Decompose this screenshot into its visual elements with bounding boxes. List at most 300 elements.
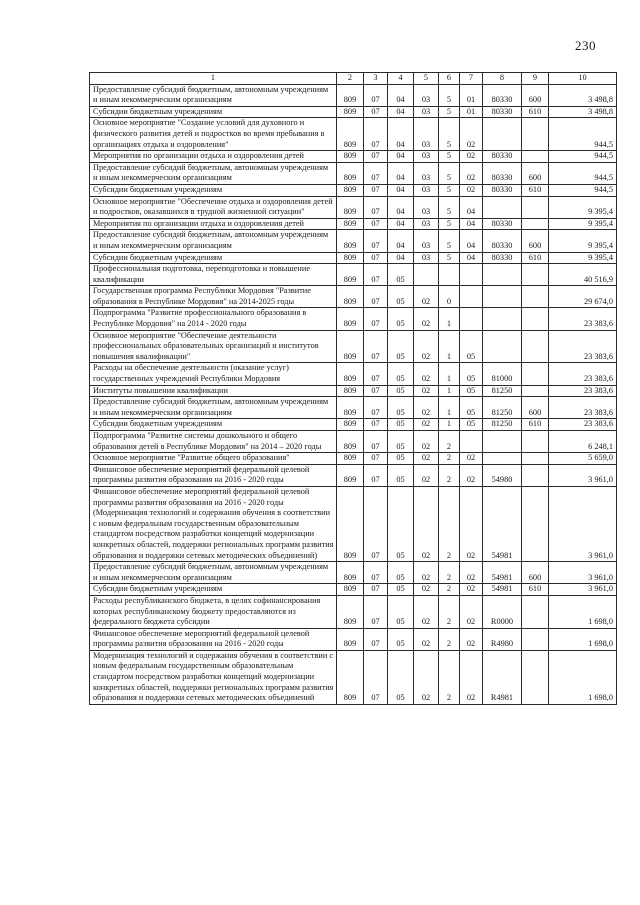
direction-code-cell: 80330 — [483, 106, 522, 118]
activity-code-cell: 05 — [460, 419, 483, 431]
section-code-cell: 07 — [364, 431, 388, 453]
ministry-code-cell: 809 — [337, 628, 364, 650]
section-code-cell: 07 — [364, 264, 388, 286]
ministry-code-cell: 809 — [337, 595, 364, 628]
subprogram-code-cell: 1 — [439, 363, 460, 385]
expense-type-cell — [522, 218, 549, 230]
section-code-cell: 07 — [364, 218, 388, 230]
activity-code-cell: 04 — [460, 218, 483, 230]
subsection-code-cell: 04 — [388, 162, 414, 184]
expense-type-cell — [522, 628, 549, 650]
ministry-code-cell: 809 — [337, 650, 364, 704]
expense-type-cell — [522, 363, 549, 385]
amount-cell: 3 961,0 — [549, 584, 617, 596]
direction-code-cell: 81250 — [483, 419, 522, 431]
program-code-cell: 02 — [414, 464, 439, 486]
activity-code-cell: 02 — [460, 118, 483, 151]
direction-code-cell — [483, 196, 522, 218]
subsection-code-cell: 05 — [388, 628, 414, 650]
column-header: 3 — [364, 73, 388, 85]
subprogram-code-cell: 1 — [439, 419, 460, 431]
ministry-code-cell: 809 — [337, 196, 364, 218]
section-code-cell: 07 — [364, 84, 388, 106]
program-code-cell: 02 — [414, 431, 439, 453]
section-code-cell: 07 — [364, 118, 388, 151]
item-name-cell: Субсидии бюджетным учреждениям — [90, 584, 337, 596]
program-code-cell: 03 — [414, 162, 439, 184]
expense-type-cell: 600 — [522, 84, 549, 106]
activity-code-cell: 04 — [460, 230, 483, 252]
item-name-cell: Расходы на обеспечение деятельности (оказание услуг) государственных учреждений Республики Мордовия — [90, 363, 337, 385]
direction-code-cell — [483, 431, 522, 453]
direction-code-cell: 80330 — [483, 184, 522, 196]
item-name-cell: Предоставление субсидий бюджетным, автономным учреждениям и иным некоммерческим организациям — [90, 230, 337, 252]
amount-cell: 23 383,6 — [549, 385, 617, 397]
ministry-code-cell: 809 — [337, 363, 364, 385]
ministry-code-cell: 809 — [337, 419, 364, 431]
amount-cell: 1 698,0 — [549, 650, 617, 704]
item-name-cell: Финансовое обеспечение мероприятий федеральной целевой программы развития образования на 2016 - 2020 годы — [90, 464, 337, 486]
column-header: 4 — [388, 73, 414, 85]
activity-code-cell — [460, 308, 483, 330]
activity-code-cell: 02 — [460, 464, 483, 486]
program-code-cell: 02 — [414, 595, 439, 628]
subprogram-code-cell: 2 — [439, 595, 460, 628]
table-row — [90, 562, 617, 584]
item-name-cell: Предоставление субсидий бюджетным, автономным учреждениям и иным некоммерческим организациям — [90, 162, 337, 184]
header-row — [90, 73, 617, 85]
direction-code-cell: 80330 — [483, 151, 522, 163]
subprogram-code-cell: 5 — [439, 118, 460, 151]
subprogram-code-cell: 1 — [439, 385, 460, 397]
table-row — [90, 595, 617, 628]
section-code-cell: 07 — [364, 330, 388, 363]
table-row — [90, 464, 617, 486]
expense-type-cell — [522, 385, 549, 397]
ministry-code-cell: 809 — [337, 453, 364, 465]
table-row — [90, 196, 617, 218]
program-code-cell: 03 — [414, 106, 439, 118]
table-body — [90, 84, 617, 704]
direction-code-cell: R4981 — [483, 650, 522, 704]
subsection-code-cell: 05 — [388, 363, 414, 385]
section-code-cell: 07 — [364, 286, 388, 308]
item-name-cell: Основное мероприятие "Обеспечение деятельности профессиональных образовательных организаций и институтов повышения квалификации" — [90, 330, 337, 363]
section-code-cell: 07 — [364, 419, 388, 431]
program-code-cell: 03 — [414, 230, 439, 252]
table-row — [90, 218, 617, 230]
subsection-code-cell: 04 — [388, 151, 414, 163]
table-row — [90, 84, 617, 106]
table-row — [90, 330, 617, 363]
program-code-cell: 02 — [414, 453, 439, 465]
program-code-cell: 03 — [414, 84, 439, 106]
subprogram-code-cell: 5 — [439, 184, 460, 196]
activity-code-cell: 02 — [460, 562, 483, 584]
expense-type-cell: 600 — [522, 230, 549, 252]
item-name-cell: Институты повышения квалификации — [90, 385, 337, 397]
direction-code-cell: 80330 — [483, 252, 522, 264]
subsection-code-cell: 05 — [388, 431, 414, 453]
table-row — [90, 385, 617, 397]
amount-cell: 1 698,0 — [549, 595, 617, 628]
amount-cell: 9 395,4 — [549, 252, 617, 264]
item-name-cell: Государственная программа Республики Мордовия "Развитие образования в Республике Мордовия" на 2014-2025 годы — [90, 286, 337, 308]
item-name-cell: Субсидии бюджетным учреждениям — [90, 106, 337, 118]
program-code-cell: 02 — [414, 397, 439, 419]
column-header: 6 — [439, 73, 460, 85]
amount-cell: 9 395,4 — [549, 218, 617, 230]
program-code-cell: 02 — [414, 308, 439, 330]
activity-code-cell: 02 — [460, 628, 483, 650]
expense-type-cell: 610 — [522, 584, 549, 596]
amount-cell: 9 395,4 — [549, 196, 617, 218]
expense-type-cell: 610 — [522, 184, 549, 196]
subsection-code-cell: 04 — [388, 118, 414, 151]
program-code-cell: 02 — [414, 419, 439, 431]
subsection-code-cell: 04 — [388, 184, 414, 196]
subprogram-code-cell: 2 — [439, 464, 460, 486]
subsection-code-cell: 05 — [388, 650, 414, 704]
subprogram-code-cell: 0 — [439, 286, 460, 308]
subsection-code-cell: 04 — [388, 106, 414, 118]
table-row — [90, 184, 617, 196]
subprogram-code-cell: 2 — [439, 562, 460, 584]
table-row — [90, 106, 617, 118]
program-code-cell: 02 — [414, 628, 439, 650]
item-name-cell: Модернизация технологий и содержания обучения в соответствии с новым федеральным государственным образовательным стандартом посредством разработки концепций модернизации конкретных областей, поддержки региональных программ развития образования и поддержки сетевых методических объединений — [90, 650, 337, 704]
section-code-cell: 07 — [364, 397, 388, 419]
direction-code-cell: 80330 — [483, 84, 522, 106]
subsection-code-cell: 05 — [388, 330, 414, 363]
subsection-code-cell: 05 — [388, 595, 414, 628]
section-code-cell: 07 — [364, 464, 388, 486]
section-code-cell: 07 — [364, 363, 388, 385]
amount-cell: 40 516,9 — [549, 264, 617, 286]
ministry-code-cell: 809 — [337, 286, 364, 308]
ministry-code-cell: 809 — [337, 184, 364, 196]
program-code-cell: 02 — [414, 650, 439, 704]
direction-code-cell — [483, 330, 522, 363]
section-code-cell: 07 — [364, 628, 388, 650]
subprogram-code-cell: 2 — [439, 453, 460, 465]
activity-code-cell: 01 — [460, 106, 483, 118]
table-row — [90, 650, 617, 704]
ministry-code-cell: 809 — [337, 106, 364, 118]
subprogram-code-cell: 2 — [439, 628, 460, 650]
activity-code-cell: 05 — [460, 397, 483, 419]
section-code-cell: 07 — [364, 151, 388, 163]
subsection-code-cell: 05 — [388, 264, 414, 286]
program-code-cell: 03 — [414, 252, 439, 264]
item-name-cell: Подпрограмма "Развитие системы дошкольного и общего образования детей в Республике Мордовия" на 2014 – 2020 годы — [90, 431, 337, 453]
amount-cell: 5 659,0 — [549, 453, 617, 465]
subsection-code-cell: 05 — [388, 419, 414, 431]
program-code-cell: 02 — [414, 330, 439, 363]
item-name-cell: Расходы республиканского бюджета, в целях софинансирования которых республиканскому бюджету предоставляются из федерального бюджета субсидии — [90, 595, 337, 628]
section-code-cell: 07 — [364, 162, 388, 184]
subprogram-code-cell: 1 — [439, 330, 460, 363]
section-code-cell: 07 — [364, 184, 388, 196]
subsection-code-cell: 05 — [388, 486, 414, 561]
subprogram-code-cell: 5 — [439, 84, 460, 106]
subsection-code-cell: 04 — [388, 252, 414, 264]
section-code-cell: 07 — [364, 584, 388, 596]
item-name-cell: Финансовое обеспечение мероприятий федеральной целевой программы развития образования на 2016 - 2020 годы — [90, 628, 337, 650]
program-code-cell: 02 — [414, 584, 439, 596]
table-row — [90, 431, 617, 453]
amount-cell: 3 498,8 — [549, 106, 617, 118]
activity-code-cell: 02 — [460, 595, 483, 628]
expense-type-cell — [522, 486, 549, 561]
activity-code-cell: 02 — [460, 162, 483, 184]
subprogram-code-cell: 5 — [439, 162, 460, 184]
ministry-code-cell: 809 — [337, 562, 364, 584]
subprogram-code-cell: 5 — [439, 218, 460, 230]
direction-code-cell: 54981 — [483, 486, 522, 561]
amount-cell: 944,5 — [549, 118, 617, 151]
table-row — [90, 252, 617, 264]
section-code-cell: 07 — [364, 308, 388, 330]
subprogram-code-cell: 5 — [439, 230, 460, 252]
program-code-cell — [414, 264, 439, 286]
subprogram-code-cell: 5 — [439, 196, 460, 218]
activity-code-cell — [460, 264, 483, 286]
ministry-code-cell: 809 — [337, 84, 364, 106]
section-code-cell: 07 — [364, 650, 388, 704]
program-code-cell: 03 — [414, 151, 439, 163]
activity-code-cell: 04 — [460, 196, 483, 218]
direction-code-cell: R4980 — [483, 628, 522, 650]
expense-type-cell — [522, 431, 549, 453]
subsection-code-cell: 05 — [388, 464, 414, 486]
expense-type-cell — [522, 650, 549, 704]
subsection-code-cell: 05 — [388, 385, 414, 397]
amount-cell: 944,5 — [549, 151, 617, 163]
subprogram-code-cell: 5 — [439, 252, 460, 264]
amount-cell: 1 698,0 — [549, 628, 617, 650]
activity-code-cell — [460, 431, 483, 453]
program-code-cell: 03 — [414, 118, 439, 151]
column-header: 8 — [483, 73, 522, 85]
subsection-code-cell: 05 — [388, 286, 414, 308]
item-name-cell: Основное мероприятие "Обеспечение отдыха и оздоровления детей и подростков, оказавшихся в трудной жизненной ситуации" — [90, 196, 337, 218]
direction-code-cell: 81000 — [483, 363, 522, 385]
ministry-code-cell: 809 — [337, 218, 364, 230]
section-code-cell: 07 — [364, 385, 388, 397]
ministry-code-cell: 809 — [337, 151, 364, 163]
amount-cell: 3 961,0 — [549, 464, 617, 486]
expense-type-cell: 610 — [522, 106, 549, 118]
expense-type-cell — [522, 464, 549, 486]
subprogram-code-cell: 2 — [439, 650, 460, 704]
subprogram-code-cell: 1 — [439, 308, 460, 330]
table-row — [90, 118, 617, 151]
program-code-cell: 02 — [414, 562, 439, 584]
activity-code-cell: 05 — [460, 385, 483, 397]
activity-code-cell: 02 — [460, 486, 483, 561]
expense-type-cell — [522, 286, 549, 308]
expense-type-cell: 610 — [522, 252, 549, 264]
item-name-cell: Основное мероприятие "Создание условий для духовного и физического развития детей и подростков во время пребывания в организациях отдыха и оздоровления" — [90, 118, 337, 151]
subsection-code-cell: 04 — [388, 230, 414, 252]
amount-cell: 23 383,6 — [549, 419, 617, 431]
amount-cell: 3 961,0 — [549, 562, 617, 584]
table-row — [90, 397, 617, 419]
direction-code-cell — [483, 118, 522, 151]
ministry-code-cell: 809 — [337, 397, 364, 419]
item-name-cell: Финансовое обеспечение мероприятий федеральной целевой программы развития образования на 2016 - 2020 годы (Модернизация технологий и содержания обучения в соответствии с новым федеральным государственным образовательным стандартом посредством разработки концепций модернизации конкретных областей, поддержки региональных программ развития образования и поддержки сетевых методических объединений) — [90, 486, 337, 561]
table-row — [90, 419, 617, 431]
section-code-cell: 07 — [364, 486, 388, 561]
direction-code-cell: 81250 — [483, 397, 522, 419]
direction-code-cell — [483, 453, 522, 465]
item-name-cell: Мероприятия по организации отдыха и оздоровления детей — [90, 151, 337, 163]
activity-code-cell: 05 — [460, 363, 483, 385]
subsection-code-cell: 05 — [388, 453, 414, 465]
table-row — [90, 584, 617, 596]
activity-code-cell: 02 — [460, 453, 483, 465]
item-name-cell: Основное мероприятие "Развитие общего образования" — [90, 453, 337, 465]
activity-code-cell: 02 — [460, 151, 483, 163]
direction-code-cell: 54980 — [483, 464, 522, 486]
item-name-cell: Субсидии бюджетным учреждениям — [90, 252, 337, 264]
direction-code-cell: R0000 — [483, 595, 522, 628]
program-code-cell: 02 — [414, 385, 439, 397]
subprogram-code-cell: 2 — [439, 431, 460, 453]
table-row — [90, 363, 617, 385]
direction-code-cell: 80330 — [483, 230, 522, 252]
subsection-code-cell: 05 — [388, 584, 414, 596]
ministry-code-cell: 809 — [337, 486, 364, 561]
direction-code-cell — [483, 308, 522, 330]
expense-type-cell — [522, 151, 549, 163]
amount-cell: 3 961,0 — [549, 486, 617, 561]
direction-code-cell: 81250 — [483, 385, 522, 397]
table-row — [90, 486, 617, 561]
subprogram-code-cell: 5 — [439, 106, 460, 118]
expense-type-cell — [522, 308, 549, 330]
program-code-cell: 03 — [414, 184, 439, 196]
item-name-cell: Мероприятия по организации отдыха и оздоровления детей — [90, 218, 337, 230]
ministry-code-cell: 809 — [337, 230, 364, 252]
expense-type-cell: 610 — [522, 419, 549, 431]
amount-cell: 23 383,6 — [549, 363, 617, 385]
amount-cell: 23 383,6 — [549, 308, 617, 330]
subsection-code-cell: 05 — [388, 397, 414, 419]
column-header: 7 — [460, 73, 483, 85]
ministry-code-cell: 809 — [337, 431, 364, 453]
direction-code-cell: 80330 — [483, 218, 522, 230]
table-row — [90, 286, 617, 308]
item-name-cell: Предоставление субсидий бюджетным, автономным учреждениям и иным некоммерческим организациям — [90, 84, 337, 106]
activity-code-cell: 01 — [460, 84, 483, 106]
ministry-code-cell: 809 — [337, 162, 364, 184]
activity-code-cell: 05 — [460, 330, 483, 363]
ministry-code-cell: 809 — [337, 118, 364, 151]
expense-type-cell — [522, 264, 549, 286]
activity-code-cell: 02 — [460, 584, 483, 596]
expense-type-cell — [522, 595, 549, 628]
direction-code-cell — [483, 264, 522, 286]
activity-code-cell — [460, 286, 483, 308]
subsection-code-cell: 04 — [388, 218, 414, 230]
amount-cell: 3 498,8 — [549, 84, 617, 106]
subprogram-code-cell: 2 — [439, 584, 460, 596]
program-code-cell: 02 — [414, 286, 439, 308]
column-header: 10 — [549, 73, 617, 85]
item-name-cell: Предоставление субсидий бюджетным, автономным учреждениям и иным некоммерческим организациям — [90, 397, 337, 419]
table-row — [90, 453, 617, 465]
subsection-code-cell: 05 — [388, 308, 414, 330]
program-code-cell: 02 — [414, 363, 439, 385]
table-row — [90, 264, 617, 286]
subprogram-code-cell: 1 — [439, 397, 460, 419]
item-name-cell: Субсидии бюджетным учреждениям — [90, 419, 337, 431]
ministry-code-cell: 809 — [337, 252, 364, 264]
amount-cell: 944,5 — [549, 184, 617, 196]
activity-code-cell: 02 — [460, 650, 483, 704]
subsection-code-cell: 04 — [388, 196, 414, 218]
ministry-code-cell: 809 — [337, 464, 364, 486]
budget-table — [89, 72, 617, 705]
expense-type-cell: 600 — [522, 397, 549, 419]
amount-cell: 6 248,1 — [549, 431, 617, 453]
expense-type-cell — [522, 330, 549, 363]
direction-code-cell: 80330 — [483, 162, 522, 184]
section-code-cell: 07 — [364, 252, 388, 264]
amount-cell: 23 383,6 — [549, 397, 617, 419]
section-code-cell: 07 — [364, 230, 388, 252]
section-code-cell: 07 — [364, 562, 388, 584]
expense-type-cell: 600 — [522, 162, 549, 184]
table-row — [90, 162, 617, 184]
subsection-code-cell: 04 — [388, 84, 414, 106]
page-number: 230 — [575, 38, 596, 53]
ministry-code-cell: 809 — [337, 264, 364, 286]
amount-cell: 9 395,4 — [549, 230, 617, 252]
amount-cell: 29 674,0 — [549, 286, 617, 308]
subprogram-code-cell: 2 — [439, 486, 460, 561]
section-code-cell: 07 — [364, 106, 388, 118]
section-code-cell: 07 — [364, 196, 388, 218]
column-header: 1 — [90, 73, 337, 85]
amount-cell: 944,5 — [549, 162, 617, 184]
program-code-cell: 03 — [414, 196, 439, 218]
item-name-cell: Подпрограмма "Развитие профессионального образования в Республике Мордовия" на 2014 - 2020 годы — [90, 308, 337, 330]
ministry-code-cell: 809 — [337, 330, 364, 363]
program-code-cell: 02 — [414, 486, 439, 561]
item-name-cell: Предоставление субсидий бюджетным, автономным учреждениям и иным некоммерческим организациям — [90, 562, 337, 584]
subsection-code-cell: 05 — [388, 562, 414, 584]
item-name-cell: Профессиональная подготовка, переподготовка и повышение квалификации — [90, 264, 337, 286]
amount-cell: 23 383,6 — [549, 330, 617, 363]
table-row — [90, 230, 617, 252]
direction-code-cell: 54981 — [483, 584, 522, 596]
expense-type-cell — [522, 453, 549, 465]
table-row — [90, 628, 617, 650]
expense-type-cell: 600 — [522, 562, 549, 584]
item-name-cell: Субсидии бюджетным учреждениям — [90, 184, 337, 196]
ministry-code-cell: 809 — [337, 308, 364, 330]
ministry-code-cell: 809 — [337, 584, 364, 596]
activity-code-cell: 02 — [460, 184, 483, 196]
column-header: 5 — [414, 73, 439, 85]
table-row — [90, 308, 617, 330]
section-code-cell: 07 — [364, 595, 388, 628]
activity-code-cell: 04 — [460, 252, 483, 264]
direction-code-cell — [483, 286, 522, 308]
